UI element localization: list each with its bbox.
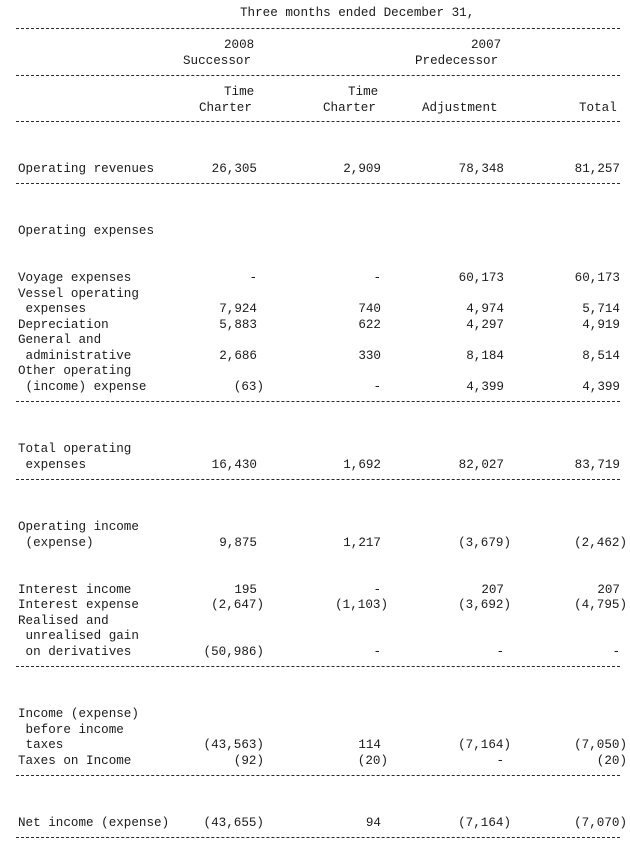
row-label: Realised and	[18, 614, 109, 628]
row-label: Operating income	[18, 520, 139, 534]
row-label: expenses	[18, 458, 87, 472]
cell-v4: 4,399	[582, 380, 620, 394]
row-label: Net income (expense)	[18, 816, 170, 830]
successor-heading: Successor	[183, 54, 252, 68]
cell-v2: -	[373, 271, 381, 285]
col-successor-time-heading: Time	[224, 85, 255, 99]
cell-v2: 2,909	[343, 162, 381, 176]
row-label: unrealised gain	[18, 629, 139, 643]
rule-bottom	[16, 837, 620, 838]
year-2008-heading: 2008	[224, 38, 255, 52]
period-heading: Three months ended December 31,	[240, 6, 475, 20]
cell-v3: 207	[481, 583, 504, 597]
row-label: Other operating	[18, 364, 132, 378]
row-label: Depreciation	[18, 318, 109, 332]
cell-v1: 9,875	[219, 536, 257, 550]
cell-v1: -	[249, 271, 257, 285]
cell-v4: 60,173	[574, 271, 620, 285]
cell-v3: 8,184	[466, 349, 504, 363]
cell-v2: 740	[358, 302, 381, 316]
cell-v1: 26,305	[211, 162, 257, 176]
row-label: General and	[18, 333, 102, 347]
rule	[16, 183, 620, 184]
cell-v1: (92)	[233, 754, 264, 768]
row-label: Voyage expenses	[18, 271, 132, 285]
cell-v4: 83,719	[574, 458, 620, 472]
cell-v2: 94	[365, 816, 381, 830]
cell-v1: (43,563)	[203, 738, 264, 752]
cell-v3: (3,692)	[458, 598, 511, 612]
rule-header-bottom	[16, 121, 620, 122]
cell-v3: -	[496, 754, 504, 768]
cell-v3: 4,399	[466, 380, 504, 394]
row-label: (expense)	[18, 536, 94, 550]
row-label: administrative	[18, 349, 132, 363]
cell-v3: 4,297	[466, 318, 504, 332]
cell-v2: -	[373, 380, 381, 394]
cell-v1: 5,883	[219, 318, 257, 332]
cell-v3: 4,974	[466, 302, 504, 316]
cell-v1: (43,655)	[203, 816, 264, 830]
cell-v1: (50,986)	[203, 645, 264, 659]
row-label: Vessel operating	[18, 287, 139, 301]
col-predecessor-charter-heading: Charter	[323, 101, 376, 115]
cell-v4: 81,257	[574, 162, 620, 176]
cell-v2: -	[373, 645, 381, 659]
cell-v2: 114	[358, 738, 381, 752]
rule-header-mid	[16, 75, 620, 76]
cell-v2: 1,217	[343, 536, 381, 550]
row-label: expenses	[18, 302, 87, 316]
row-label: Total operating	[18, 442, 132, 456]
cell-v2: 1,692	[343, 458, 381, 472]
row-label: Income (expense)	[18, 707, 139, 721]
predecessor-heading: Predecessor	[415, 54, 499, 68]
year-2007-heading: 2007	[471, 38, 502, 52]
row-label: Taxes on Income	[18, 754, 132, 768]
rule	[16, 775, 620, 776]
cell-v1: (63)	[233, 380, 264, 394]
rule	[16, 479, 620, 480]
row-label: Interest expense	[18, 598, 139, 612]
cell-v2: (20)	[357, 754, 388, 768]
cell-v2: 330	[358, 349, 381, 363]
cell-v4: 207	[597, 583, 620, 597]
cell-v2: 622	[358, 318, 381, 332]
cell-v3: 60,173	[458, 271, 504, 285]
section-heading: Operating expenses	[18, 224, 155, 238]
cell-v2: (1,103)	[335, 598, 388, 612]
cell-v1: (2,647)	[211, 598, 264, 612]
cell-v1: 195	[234, 583, 257, 597]
col-predecessor-time-heading: Time	[348, 85, 379, 99]
cell-v4: -	[612, 645, 620, 659]
rule	[16, 401, 620, 402]
cell-v1: 2,686	[219, 349, 257, 363]
row-label: before income	[18, 723, 124, 737]
cell-v3: 78,348	[458, 162, 504, 176]
rule-top	[16, 28, 620, 29]
cell-v1: 16,430	[211, 458, 257, 472]
cell-v4: (20)	[596, 754, 627, 768]
cell-v4: (4,795)	[574, 598, 627, 612]
cell-v3: (3,679)	[458, 536, 511, 550]
col-successor-charter-heading: Charter	[199, 101, 252, 115]
row-label: Operating revenues	[18, 162, 155, 176]
rule	[16, 666, 620, 667]
col-adjustment-heading: Adjustment	[422, 101, 498, 115]
col-total-heading: Total	[579, 101, 617, 115]
row-label: Interest income	[18, 583, 132, 597]
cell-v4: (7,070)	[574, 816, 627, 830]
row-label: taxes	[18, 738, 64, 752]
cell-v1: 7,924	[219, 302, 257, 316]
cell-v3: 82,027	[458, 458, 504, 472]
cell-v4: 4,919	[582, 318, 620, 332]
row-label: (income) expense	[18, 380, 147, 394]
cell-v4: (7,050)	[574, 738, 627, 752]
cell-v3: (7,164)	[458, 816, 511, 830]
cell-v4: 5,714	[582, 302, 620, 316]
cell-v2: -	[373, 583, 381, 597]
row-label: on derivatives	[18, 645, 132, 659]
cell-v3: -	[496, 645, 504, 659]
cell-v3: (7,164)	[458, 738, 511, 752]
cell-v4: (2,462)	[574, 536, 627, 550]
cell-v4: 8,514	[582, 349, 620, 363]
